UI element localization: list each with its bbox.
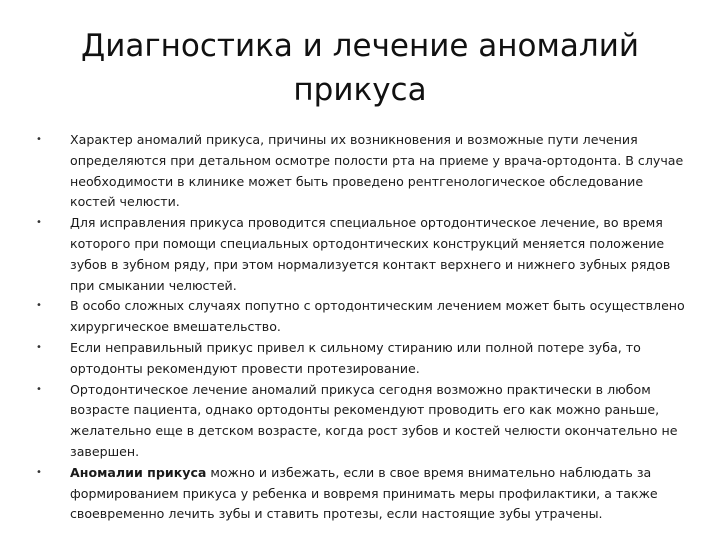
bullet-text: Если неправильный прикус привел к сильному стиранию или полной потере зуба, то ортодонты рекомендуют провести протезирование. xyxy=(70,339,641,376)
bullet-text: В особо сложных случаях попутно с ортодонтическим лечением может быть осуществлено хирургическое вмешательство. xyxy=(70,298,685,335)
slide-title xyxy=(40,24,680,112)
bullet-marker: • xyxy=(36,217,42,229)
bullet-bold-lead: Аномалии прикуса xyxy=(70,464,207,480)
bullet-marker: • xyxy=(36,341,42,353)
bullet-marker: • xyxy=(36,466,42,478)
bullet-marker: • xyxy=(36,383,42,395)
bullet-text: можно и избежать, если в свое время внимательно наблюдать за формированием прикуса у ребенка и вовремя принимать меры профилактики, а также своевременно лечить зубы и ставить протезы, если настоящие зубы утрачены. xyxy=(70,464,658,522)
bullet-text: Ортодонтическое лечение аномалий прикуса сегодня возможно практически в любом возрасте пациента, однако ортодонты рекомендуют проводить его как можно раньше, желательно еще в детском возрасте, когда рост зубов и костей челюсти окончательно не завершен. xyxy=(70,381,678,459)
bullet-item xyxy=(36,130,686,213)
slide-title-line-1: Диагностика и лечение аномалий xyxy=(80,28,640,64)
bullet-text: Для исправления прикуса проводится специальное ортодонтическое лечение, во время которого при помощи специальных ортодонтических конструкций меняется положение зубов в зубном ряду, при этом нормализуется контакт верхнего и нижнего зубных рядов при смыкании челюстей. xyxy=(70,215,671,293)
bullet-marker: • xyxy=(36,300,42,312)
bullet-item xyxy=(36,296,686,338)
bullet-list xyxy=(36,130,686,525)
bullet-item xyxy=(36,463,686,525)
bullet-item xyxy=(36,380,686,463)
slide-title-line-2: прикуса xyxy=(293,72,427,108)
bullet-item xyxy=(36,213,686,296)
bullet-item xyxy=(36,338,686,380)
bullet-text: Характер аномалий прикуса, причины их возникновения и возможные пути лечения определяются при детальном осмотре полости рта на приеме у врача-ортодонта. В случае необходимости в клинике может быть проведено рентгенологическое обследование костей челюсти. xyxy=(70,132,684,210)
bullet-marker: • xyxy=(36,134,42,145)
